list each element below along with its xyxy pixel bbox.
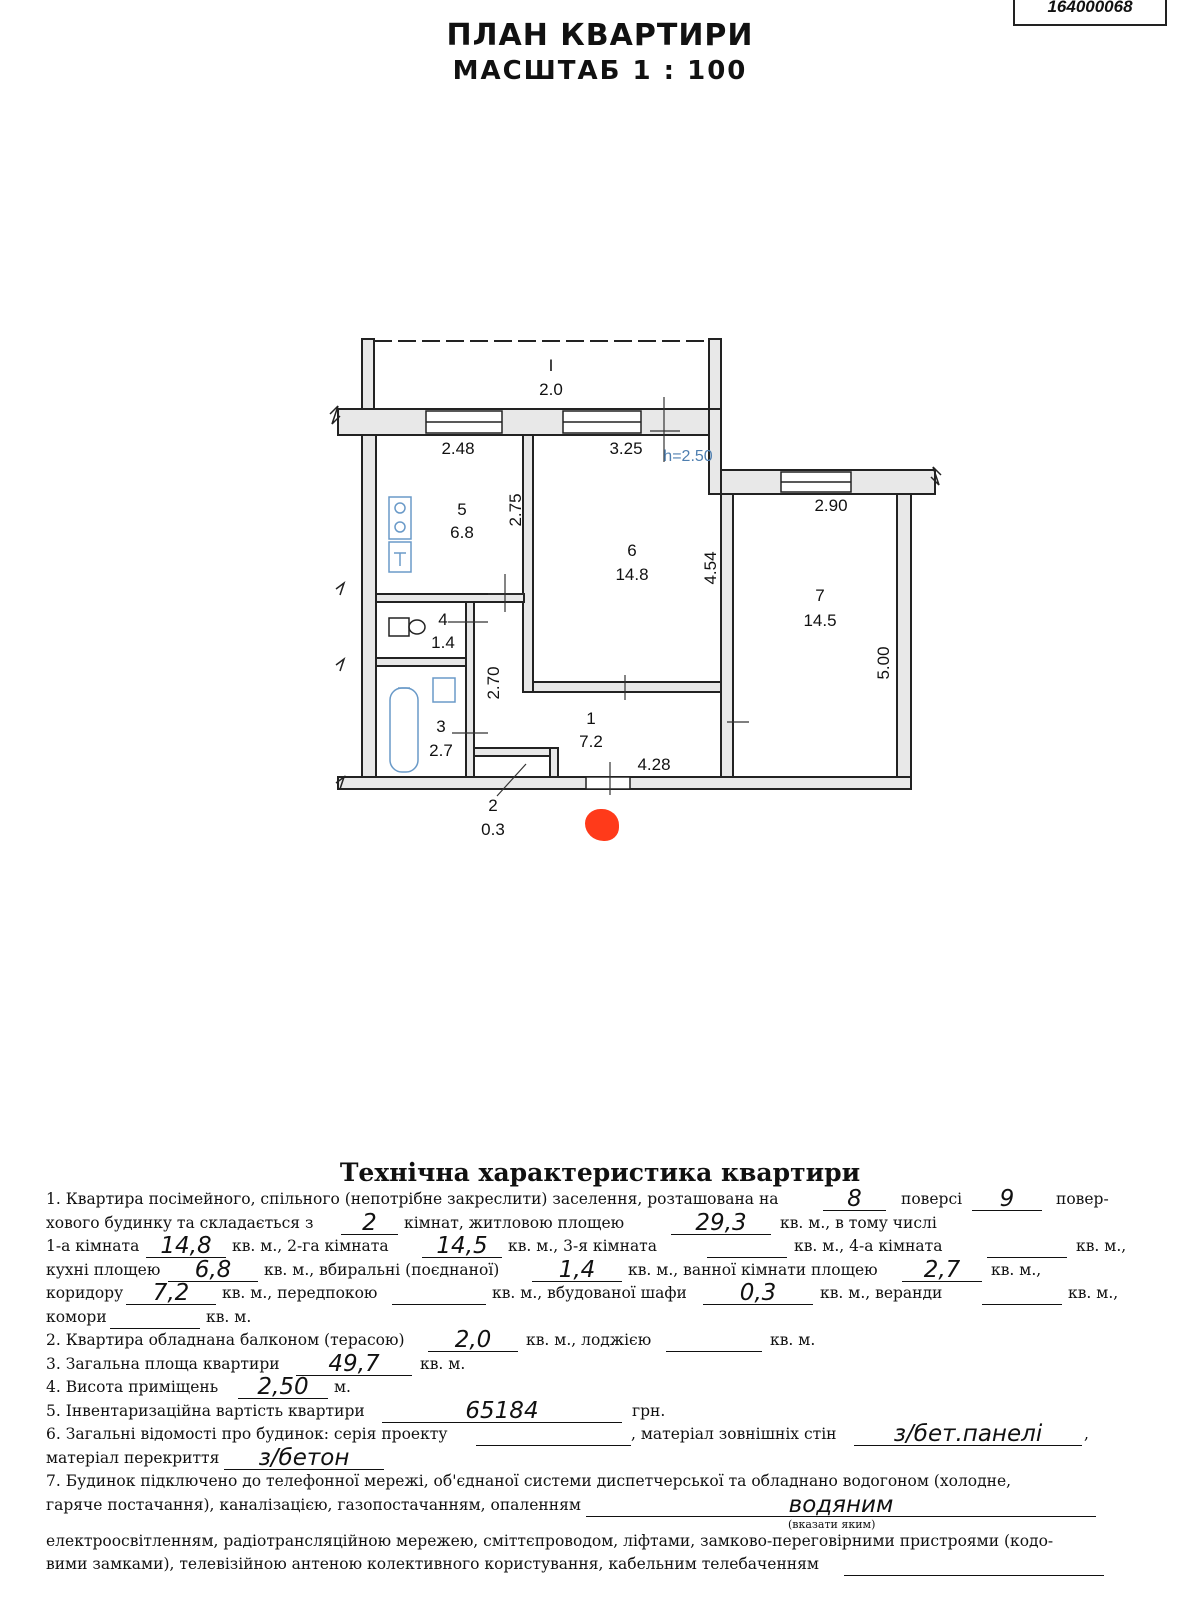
form-line-10: 5. Інвентаризаційна вартість квартири 65184 грн. bbox=[46, 1397, 666, 1424]
dim-room6-depth: 4.54 bbox=[701, 551, 720, 585]
living-area-value: 29,3 bbox=[671, 1214, 771, 1235]
bath-value: 2,7 bbox=[902, 1261, 982, 1282]
form-line-12: матеріал перекриття з/бетон bbox=[46, 1449, 1156, 1473]
room-2-area: 0.3 bbox=[481, 820, 505, 839]
red-mark bbox=[585, 809, 619, 841]
room-3-area: 2.7 bbox=[429, 741, 453, 760]
technical-characteristics-form bbox=[46, 1186, 1156, 1579]
form-line-7: 2. Квартира обладнана балконом (терасою) 2,0 кв. м., лоджією кв. м. bbox=[46, 1327, 816, 1353]
corridor-value: 7,2 bbox=[126, 1284, 216, 1305]
room-2-num: 2 bbox=[488, 796, 498, 815]
dim-corridor-length: 4.28 bbox=[637, 755, 671, 774]
height-value: 2,50 bbox=[238, 1378, 328, 1399]
room-3-num: 3 bbox=[436, 717, 446, 736]
inventory-value: 65184 bbox=[382, 1402, 622, 1423]
form-line-3: 1-а кімната 14,8 кв. м., 2-га кімната 14,5 кв. м., 3-я кімната кв. м., 4-а кімната кв. м., bbox=[46, 1233, 1127, 1259]
plan-title: ПЛАН КВАРТИРИ bbox=[446, 18, 754, 53]
room1-value: 14,8 bbox=[146, 1237, 226, 1258]
room-7-num: 7 bbox=[815, 586, 825, 605]
room-6-num: 6 bbox=[627, 541, 637, 560]
heating-note: (вказати яким) bbox=[788, 1517, 876, 1531]
room-5-num: 5 bbox=[457, 500, 467, 519]
room-balcony-area: 2.0 bbox=[539, 380, 563, 399]
room-5-area: 6.8 bbox=[450, 523, 474, 542]
heating-value: водяним bbox=[586, 1496, 1096, 1517]
form-line-13: 7. Будинок підключено до телефонної мережі, об'єднаної системи диспетчерської та обладнано водогоном (холодне, bbox=[46, 1472, 1012, 1490]
floors-value: 9 bbox=[972, 1190, 1042, 1211]
rooms-count-value: 2 bbox=[341, 1214, 398, 1235]
room-balcony-num: I bbox=[548, 356, 554, 375]
wall-material-value: з/бет.панелі bbox=[854, 1425, 1082, 1446]
form-line-5: коридору 7,2 кв. м., передпокою кв. м., вбудованої шафи 0,3 кв. м., веранди кв. м., bbox=[46, 1280, 1119, 1306]
form-line-1: 1. Квартира посімейного, спільного (непотрібне закреслити) заселення, розташована на 8 поверсі 9 повер- bbox=[46, 1186, 1109, 1212]
room-1-num: 1 bbox=[586, 709, 596, 728]
form-line-16: вими замками), телевізійною антеною колективного користування, кабельним телебаченням bbox=[46, 1555, 1156, 1579]
closet-value: 0,3 bbox=[703, 1284, 813, 1305]
ceiling-material-value: з/бетон bbox=[224, 1449, 384, 1470]
document-number: 164000068 bbox=[1013, 0, 1167, 26]
toilet-value: 1,4 bbox=[532, 1261, 622, 1282]
form-line-11: 6. Загальні відомості про будинок: серія проекту , матеріал зовнішніх стін з/бет.панелі , bbox=[46, 1421, 1089, 1447]
dim-room7-width: 2.90 bbox=[814, 496, 848, 515]
kitchen-value: 6,8 bbox=[168, 1261, 258, 1282]
dim-room6-width: 3.25 bbox=[609, 439, 643, 458]
dim-room7-depth: 5.00 bbox=[874, 646, 893, 680]
ceiling-height-label: h=2.50 bbox=[663, 448, 713, 465]
room-7-area: 14.5 bbox=[803, 611, 837, 630]
room-1-area: 7.2 bbox=[579, 732, 603, 751]
form-line-15: електроосвітленням, радіотрансляційною мережею, сміттєпроводом, ліфтами, замково-переговірними пристроями (кодо- bbox=[46, 1531, 1054, 1550]
total-area-value: 49,7 bbox=[296, 1355, 412, 1376]
form-line-4: кухні площею 6,8 кв. м., вбиральні (поєднаної) 1,4 кв. м., ванної кімнати площею 2,7 кв. м., bbox=[46, 1256, 1042, 1283]
form-line-6: комори кв. м. bbox=[46, 1308, 1156, 1332]
plan-scale: МАСШТАБ 1 : 100 bbox=[452, 56, 748, 86]
room-6-area: 14.8 bbox=[615, 565, 649, 584]
form-line-9: 4. Висота приміщень 2,50 м. bbox=[46, 1374, 351, 1400]
form-title: Технічна характеристика квартири bbox=[339, 1158, 861, 1187]
room2-value: 14,5 bbox=[422, 1237, 502, 1258]
form-line-2: хового будинку та складається з 2 кімнат, житловою площею 29,3 кв. м., в тому числі bbox=[46, 1209, 937, 1236]
dim-hall-depth: 2.70 bbox=[484, 666, 503, 700]
form-line-14: гаряче постачання), каналізацією, газопостачанням, опаленням водяним (вказати яким) bbox=[46, 1496, 1156, 1532]
dim-kitchen-depth: 2.75 bbox=[506, 493, 525, 527]
floor-value: 8 bbox=[823, 1190, 886, 1211]
balcony-value: 2,0 bbox=[428, 1331, 518, 1352]
room-4-num: 4 bbox=[438, 610, 448, 629]
dim-kitchen-width: 2.48 bbox=[441, 439, 475, 458]
form-line-8: 3. Загальна площа квартири 49,7 кв. м. bbox=[46, 1350, 466, 1377]
room-4-area: 1.4 bbox=[431, 633, 455, 652]
